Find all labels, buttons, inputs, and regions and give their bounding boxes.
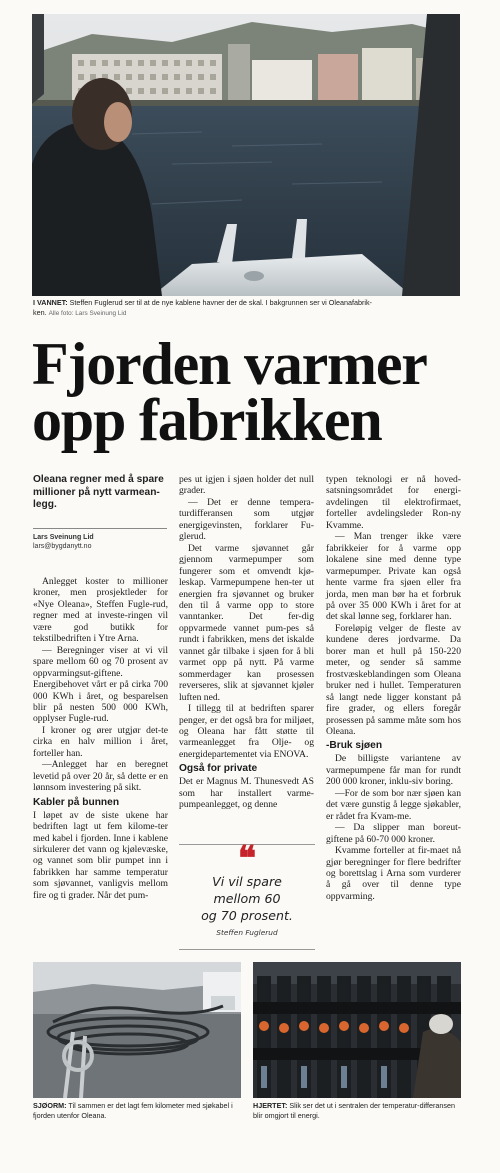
photo-credit: Alle foto: Lars Sveinung Lid (48, 309, 127, 317)
paragraph: Det er Magnus M. Thunesvedt AS som har installert varme-pumpeanlegget, og denne (179, 776, 314, 811)
heat-pump-pipes-image (253, 962, 461, 1098)
sea-cable-image (33, 962, 241, 1098)
paragraph: I kroner og ører utgjør det-te cirka en halv million i året, forteller han. (33, 724, 168, 759)
paragraph: — Da slipper man boreut-giftene på 60-70 000 kroner. (326, 822, 461, 845)
subheading: Kabler på bunnen (33, 796, 120, 808)
quote-line: og 70 prosent. (201, 908, 293, 923)
bottom-right-caption (253, 1101, 465, 1120)
caption-text: Steffen Fuglerud ser til at de nye kablene havner der de skal. I bakgrunnen ser vi Oleanafabrik- (69, 298, 372, 307)
paragraph: I tillegg til at bedriften sparer penger, er det også bra for miljøet, og Oleana har fått støtte til varmeanlegget fra Olje- og energidepartementet via ENOVA. (179, 703, 314, 760)
caption-label: I VANNET: (33, 298, 68, 307)
lead-paragraph: Oleana regner med å spare millioner på nytt varmean-legg. (33, 474, 164, 510)
quote-line: Vi vil spare (212, 874, 282, 889)
paragraph: — Man trenger ikke være fabrikkeier for å varme opp lokalene sine med denne type varmepumper. Private kan også hente varme fra sjøen eller fra jorda, men man bør ha et forbruk på over 35 000 KWh i året for at det skal lønne seg, forklarer han. (326, 531, 461, 623)
author-email: lars@bygdanytt.no (33, 543, 92, 550)
caption-text: Slik ser det ut i sentralen der temperatur-differansen blir omgjort til energi. (253, 1101, 456, 1120)
paragraph: pes ut igjen i sjøen holder det null grader. (179, 474, 314, 497)
bottom-right-photo (253, 962, 461, 1098)
pull-quote (179, 839, 315, 950)
paragraph: — Det er denne tempera-turdifferansen som utgjør energigevinsten, forklarer Fu-glerud. (179, 496, 314, 543)
paragraph: —Anlegget har en beregnet levetid på over 20 år, så dette er en lønnsom investering på sikt. (33, 759, 168, 794)
paragraph: I løpet av de siste ukene har bedriften lagt ut fem kilome-ter med kabel i fjorden. Inne i kablene sirkulerer det vann og kjølevæske, og vannet som blir pumpet inn i fabrikken har samme temperatur som sjøvannet, vanligvis mellom fire og ti grader. Når det pum- (33, 809, 168, 901)
fjord-scene-image (32, 14, 460, 296)
author-byline (33, 533, 167, 551)
article-column-3 (326, 474, 461, 902)
headline-line-1: Fjorden varmer (32, 331, 427, 397)
quote-text (179, 873, 315, 924)
author-name: Lars Sveinung Lid (33, 534, 94, 541)
paragraph: De billigste variantene av varmepumpene får man for rundt 200 000 kroner, inklu-siv boring. (326, 753, 461, 788)
caption-text-cont: ken. (33, 307, 47, 317)
subheading: -Bruk sjøen (326, 740, 383, 752)
article-column-1 (33, 576, 168, 901)
subheading: Også for private (179, 763, 258, 775)
quote-attribution: Steffen Fuglerud (216, 928, 278, 937)
quote-mark-icon: ❝ (237, 839, 257, 879)
paragraph: Anlegget koster to millioner kroner, men prosjektleder for «Nye Oleana», Steffen Fugle-rud, regner med at investe-ringen vil være god butikk for tekstilbedriften i Ytre Arna. (33, 576, 168, 645)
quote-line: mellom 60 (213, 891, 281, 906)
paragraph: Foreløpig velger de fleste av kundene deres jordvarme. Da borer man et hull på 150-220 meter, og sender så samme frostvæskeblandingen som Oleana bruker ned i hullet. Temperaturen så langt nede ligger konstant på fire grader, og ellers foregår prosessen på samme måte som hos Oleana. (326, 622, 461, 737)
article-column-2 (179, 474, 314, 811)
caption-label: SJØORM: (33, 1101, 67, 1110)
paragraph: Det varme sjøvannet går gjennom varmepumper som fungerer som et omvendt kjø-leskap. Varmepumpene hen-ter ut energien fra sjøvannet og bruker den til å varme opp to store vanntanker. Det fer-dig oppvarmede vannet pum-pes så rundt i fabrikken, mens det iskalde vannet går tilbake i sjøen for å bli varmet opp på nytt. På varme sommerdager kan prosessen reverseres, slik at sjøvannet kjøler luften ned. (179, 542, 314, 703)
bottom-left-caption (33, 1101, 243, 1120)
top-photo (32, 14, 460, 296)
bottom-left-photo (33, 962, 241, 1098)
paragraph: Kvamme forteller at fir-maet nå gjør beregninger for flere bedrifter og borettslag i Arna som vurderer å gå over til denne type oppvarming. (326, 845, 461, 902)
paragraph: — Beregninger viser at vi vil spare mellom 60 og 70 prosent av oppvarmingsut-giftene. Energibehovet vårt er på cirka 700 000 KWh i året, og besparelsen blir på nesten 500 000 KWh, opplyser Fugle-rud. (33, 644, 168, 725)
caption-text: Til sammen er det lagt fem kilometer med sjøkabel i fjorden utenfor Oleana. (33, 1101, 233, 1120)
top-photo-caption (33, 298, 463, 318)
paragraph: typen teknologi er nå hoved-satsningsområdet for energi-avdelingen til elektrofirmaet, forteller avdelingsleder Ron-ny Kvamme. (326, 474, 461, 531)
headline (32, 331, 472, 453)
paragraph: —For de som bor nær sjøen kan det være gunstig å legge sjøkabler, er rådet fra Kvam-me. (326, 787, 461, 822)
caption-label: HJERTET: (253, 1101, 288, 1110)
headline-line-2: opp fabrikken (32, 387, 382, 453)
author-rule (33, 528, 167, 529)
